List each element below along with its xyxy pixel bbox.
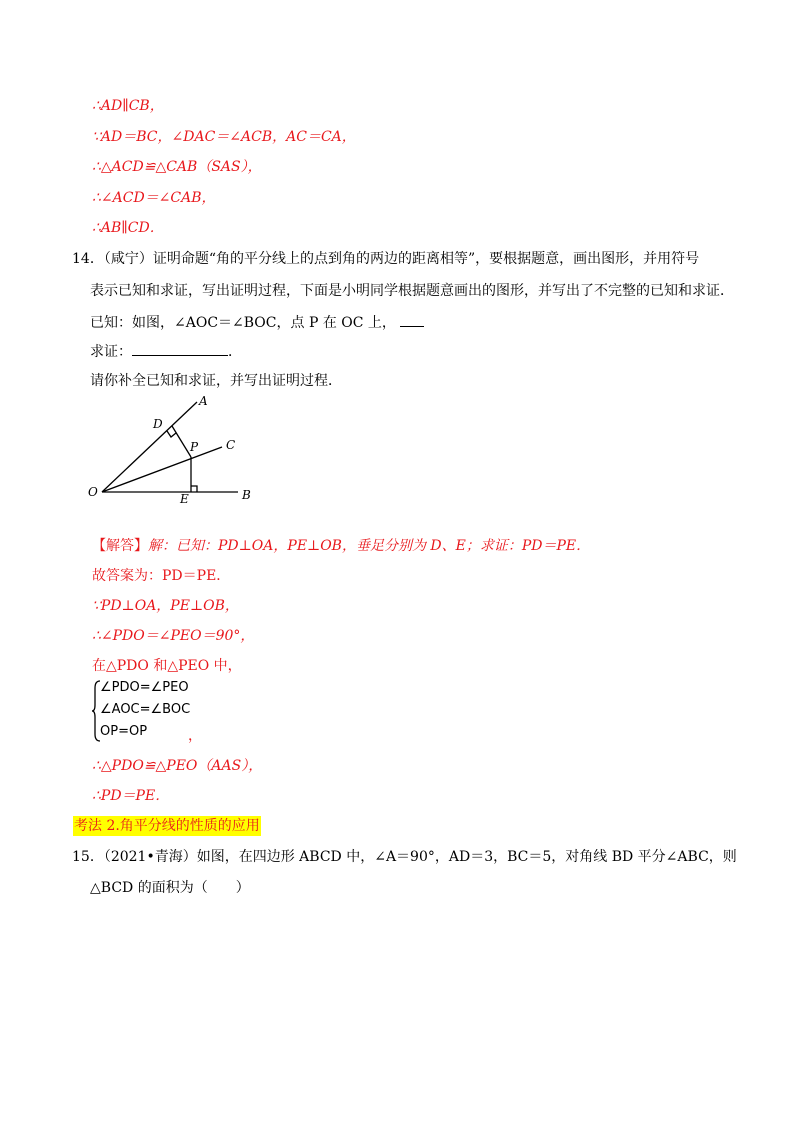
proof-line-3: ∴△ACD≌△CAB（SAS），: [92, 159, 262, 175]
ray-oc: [102, 447, 222, 492]
right-angle-e: [191, 486, 197, 492]
question-number: 15．: [72, 849, 104, 865]
prove-end: ．: [228, 344, 242, 360]
equation-system: [92, 680, 200, 742]
angle-bisector-figure: [80, 390, 280, 510]
question-15-line-2: △BCD 的面积为（ ）: [90, 880, 250, 896]
label-p: P: [190, 440, 199, 454]
prove-blank: [132, 341, 228, 356]
question-text: （2021•青海）如图，在四边形 ABCD 中，∠A＝90°，AD＝3，BC＝5，对角线 BD 平分∠ABC，则: [103, 849, 737, 865]
label-d: D: [153, 417, 163, 431]
proof-line-1: ∴AD∥CB，: [92, 98, 164, 114]
section-heading: 考法 2.角平分线的性质的应用: [74, 818, 260, 834]
right-angle-d: [167, 431, 176, 437]
answer-line-7: ∴PD＝PE．: [92, 788, 170, 804]
answer-text: 解：已知：PD⊥OA，PE⊥OB，垂足分别为 D、E；求证：PD＝PE．: [148, 538, 591, 554]
system-row-3: OP=OP: [100, 724, 148, 739]
question-14-line-1: [72, 249, 699, 269]
prove-label: 求证：: [90, 344, 132, 360]
system-row-2: ∠AOC=∠BOC: [100, 702, 191, 717]
answer-line-6: ∴△PDO≌△PEO（AAS），: [92, 758, 263, 774]
ray-oa: [102, 402, 197, 492]
question-15-line-1: [72, 847, 737, 867]
proof-line-5: ∴AB∥CD．: [92, 220, 164, 236]
instruction: 请你补全已知和求证，并写出证明过程．: [90, 373, 342, 389]
label-e: E: [180, 492, 189, 506]
label-c: C: [226, 438, 236, 452]
question-text: 证明命题“角的平分线上的点到角的两边的距离相等”，要根据题意，画出图形，并用符号: [152, 251, 700, 267]
question-number: 14．: [72, 251, 104, 267]
given-blank: [400, 312, 424, 327]
answer-line-2: 故答案为：PD＝PE．: [92, 568, 231, 584]
label-b: B: [242, 488, 251, 502]
proof-line-2: ∵AD＝BC，∠DAC＝∠ACB，AC＝CA，: [92, 129, 356, 145]
answer-tag: 【解答】: [92, 538, 148, 554]
answer-line-1: [92, 536, 590, 556]
proof-line-4: ∴∠ACD＝∠CAB，: [92, 190, 216, 206]
label-o: O: [88, 485, 98, 499]
segment-pd: [172, 426, 191, 457]
given-statement: [90, 312, 424, 333]
system-row-1: ∠PDO=∠PEO: [100, 680, 189, 695]
answer-line-5: 在△PDO 和△PEO 中，: [92, 658, 242, 674]
given-text: 已知：如图，∠AOC＝∠BOC，点 P 在 OC 上，: [90, 315, 396, 331]
label-a: A: [199, 394, 208, 408]
system-end: ，: [188, 728, 202, 744]
answer-line-3: ∵PD⊥OA，PE⊥OB，: [92, 598, 239, 614]
question-14-line-2: 表示已知和求证，写出证明过程，下面是小明同学根据题意画出的图形，并写出了不完整的已知和求证．: [90, 283, 734, 299]
prove-statement: [90, 341, 242, 362]
answer-line-4: ∴∠PDO＝∠PEO＝90°，: [92, 628, 255, 644]
question-source: （咸宁）: [103, 251, 153, 267]
